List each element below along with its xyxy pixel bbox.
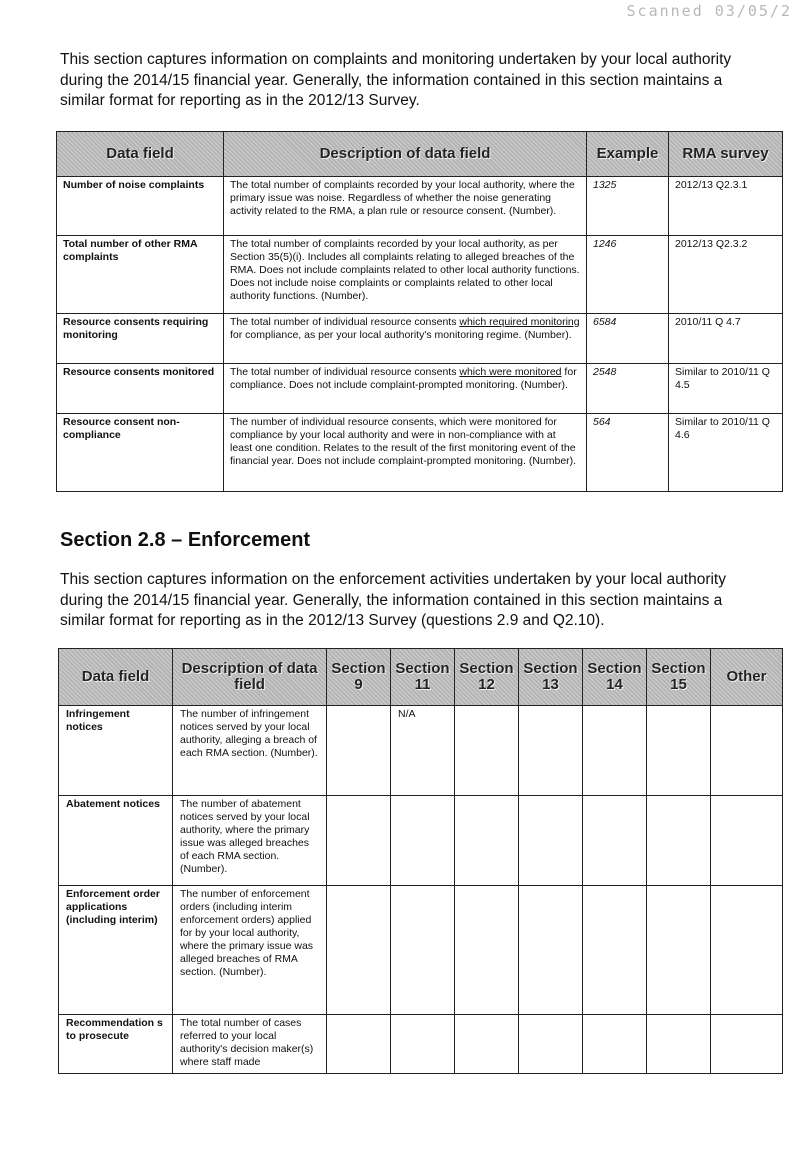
- cell-section-9: [327, 1015, 391, 1074]
- cell-section-9: [327, 706, 391, 796]
- cell-section-9: [327, 796, 391, 886]
- cell-section-14: [583, 706, 647, 796]
- cell-other: [711, 886, 783, 1015]
- row-field: Infringement notices: [59, 706, 173, 796]
- row-survey: Similar to 2010/11 Q 4.6: [669, 414, 783, 492]
- intro-paragraph-enforcement: This section captures information on the enforcement activities undertaken by your local authority during the 2014/15 financial year. Generally, the information contained in this section maintains a similar format for reporting as in the 2012/13 Survey (questions 2.9 and Q2.10).: [60, 571, 726, 629]
- row-description: The total number of complaints recorded by your local authority, where the primary issue was noise. Regardless of whether the noise generating activity related to the RMA, a plan rule or resource consent. (Number).: [224, 177, 587, 236]
- header-section-14: Section 14: [583, 649, 647, 706]
- header-rma-survey: RMA survey: [669, 132, 783, 177]
- intro-paragraph-complaints: This section captures information on complaints and monitoring undertaken by your local authority during the 2014/15 financial year. Generally, the information contained in this section maintains a similar format for reporting as in the 2012/13 Survey.: [60, 51, 732, 109]
- section-heading: Section 2.8 – Enforcement: [60, 529, 311, 551]
- cell-section-11: [391, 796, 455, 886]
- row-field: Resource consents monitored: [57, 364, 224, 414]
- enforcement-table: [58, 648, 783, 1074]
- desc-underlined-text: which required monitoring: [459, 316, 580, 328]
- header-data-field: Data field: [57, 132, 224, 177]
- header-other: Other: [711, 649, 783, 706]
- header-description: Description of data field: [224, 132, 587, 177]
- row-example: 564: [587, 414, 669, 492]
- row-description: The total number of complaints recorded by your local authority, as per Section 35(5)(i). Includes all complaints relating to alleged breaches of the RMA. Does not include complaints related to other local authority functions. Does not include noise complaints or complaints related to other local authority functions. (Number).: [224, 236, 587, 314]
- table-row: [59, 886, 783, 1015]
- cell-section-9: [327, 886, 391, 1015]
- cell-section-12: [455, 706, 519, 796]
- cell-section-15: [647, 796, 711, 886]
- cell-section-12: [455, 796, 519, 886]
- row-description: The number of enforcement orders (including interim enforcement orders) applied for by your local authority, where the primary issue was alleged breaches of RMA section. (Number).: [173, 886, 327, 1015]
- row-field: Recommendation s to prosecute: [59, 1015, 173, 1074]
- row-survey: 2010/11 Q 4.7: [669, 314, 783, 364]
- row-survey: Similar to 2010/11 Q 4.5: [669, 364, 783, 414]
- desc-text: The total number of individual resource consents: [230, 366, 460, 378]
- row-field: Abatement notices: [59, 796, 173, 886]
- cell-section-15: [647, 1015, 711, 1074]
- row-field: Resource consent non-compliance: [57, 414, 224, 492]
- row-description: The number of abatement notices served by your local authority, where the primary issue was alleged breaches of each RMA section. (Number).: [173, 796, 327, 886]
- row-description: [224, 364, 587, 414]
- header-section-9: Section 9: [327, 649, 391, 706]
- row-survey: 2012/13 Q2.3.2: [669, 236, 783, 314]
- row-field: Resource consents requiring monitoring: [57, 314, 224, 364]
- row-survey: 2012/13 Q2.3.1: [669, 177, 783, 236]
- table-row: [57, 314, 783, 364]
- table-header-row: [59, 649, 783, 706]
- cell-section-15: [647, 706, 711, 796]
- cell-section-11: [391, 1015, 455, 1074]
- cell-other: [711, 796, 783, 886]
- row-description: The number of individual resource consents, which were monitored for compliance by your local authority and were in non-compliance with at least one condition. Relates to the result of the first monitoring event of the financial year. Does not include complaint-prompted monitoring. (Number).: [224, 414, 587, 492]
- header-section-13: Section 13: [519, 649, 583, 706]
- table-row: [57, 364, 783, 414]
- table-row: [59, 796, 783, 886]
- row-example: 2548: [587, 364, 669, 414]
- row-field: Enforcement order applications (including interim): [59, 886, 173, 1015]
- cell-section-12: [455, 886, 519, 1015]
- cell-section-15: [647, 886, 711, 1015]
- row-example: 6584: [587, 314, 669, 364]
- cell-section-13: [519, 1015, 583, 1074]
- table-header-row: [57, 132, 783, 177]
- row-example: 1325: [587, 177, 669, 236]
- cell-section-14: [583, 886, 647, 1015]
- row-description: [224, 314, 587, 364]
- cell-section-13: [519, 886, 583, 1015]
- row-field: Total number of other RMA complaints: [57, 236, 224, 314]
- table-row: [59, 1015, 783, 1074]
- cell-section-14: [583, 796, 647, 886]
- table-row: [57, 414, 783, 492]
- cell-section-13: [519, 796, 583, 886]
- header-section-11: Section 11: [391, 649, 455, 706]
- desc-underlined-text: which were monitored: [459, 366, 562, 378]
- cell-other: [711, 706, 783, 796]
- cell-section-11: [391, 886, 455, 1015]
- desc-text: The total number of individual resource consents: [230, 316, 460, 328]
- desc-text: for compliance. Does not include complaint-prompted monitoring. (Number).: [230, 366, 577, 391]
- desc-text: for compliance, as per your local authority's monitoring regime. (Number).: [230, 329, 572, 341]
- cell-section-11: N/A: [391, 706, 455, 796]
- scanned-stamp: Scanned 03/05/2: [626, 2, 792, 20]
- cell-section-14: [583, 1015, 647, 1074]
- complaints-monitoring-table: [56, 131, 783, 492]
- row-description: The total number of cases referred to your local authority's decision maker(s) where staff made: [173, 1015, 327, 1074]
- table-row: [57, 236, 783, 314]
- table-row: [57, 177, 783, 236]
- header-section-12: Section 12: [455, 649, 519, 706]
- cell-section-13: [519, 706, 583, 796]
- header-section-15: Section 15: [647, 649, 711, 706]
- cell-section-12: [455, 1015, 519, 1074]
- row-field: Number of noise complaints: [57, 177, 224, 236]
- header-description: Description of data field: [173, 649, 327, 706]
- table-row: [59, 706, 783, 796]
- row-description: The number of infringement notices served by your local authority, alleging a breach of each RMA section. (Number).: [173, 706, 327, 796]
- header-example: Example: [587, 132, 669, 177]
- cell-other: [711, 1015, 783, 1074]
- header-data-field: Data field: [59, 649, 173, 706]
- row-example: 1246: [587, 236, 669, 314]
